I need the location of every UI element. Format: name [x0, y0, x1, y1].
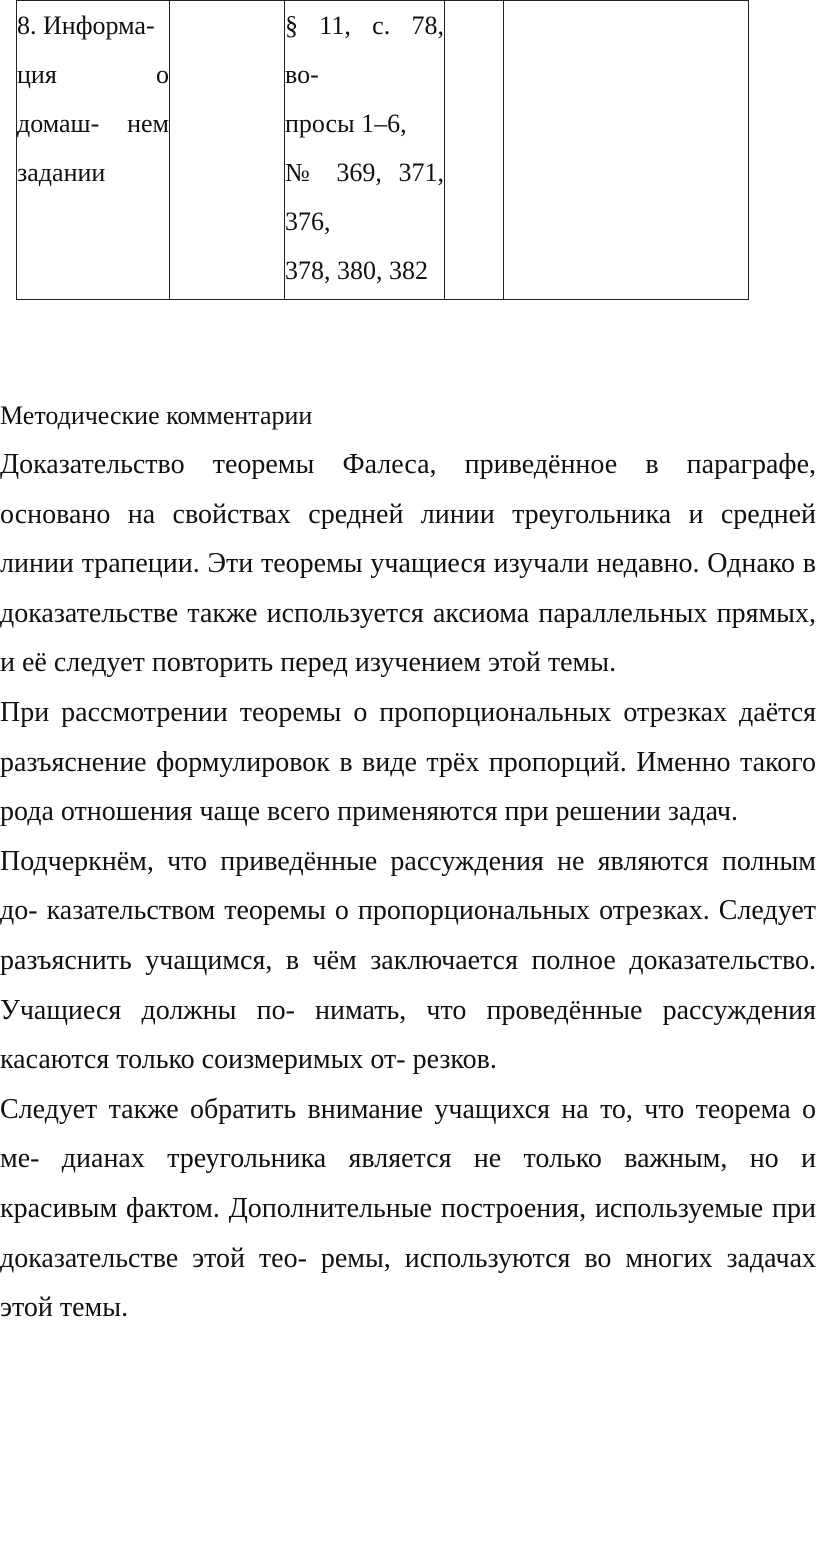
homework-cell [285, 1, 445, 300]
lesson-stage-cell [17, 1, 170, 300]
cell-text-line: домаш- нем [17, 109, 169, 138]
lesson-plan-table [16, 0, 749, 300]
comment-paragraph: Подчеркнём, что приведённые рассуждения не являются полным до- казательством теоремы о пропорциональных отрезках. Следует разъяснить учащимся, в чём заключается полное доказательство. Учащиеся должны по- нимать, что проведённые рассуждения касаются только соизмеримых от- резков. [0, 845, 816, 1076]
cell-text-line: 378, 380, 382 [285, 256, 428, 285]
comments-heading: Методические комментарии [0, 401, 313, 430]
cell-text-line: 8. Информа- [17, 11, 155, 40]
comment-paragraph: Следует также обратить внимание учащихся на то, что теорема о ме- дианах треугольника является не только важным, но и красивым фактом. Дополнительные построения, используемые при доказательстве этой тео- ремы, используются во многих задачах этой темы. [0, 1093, 816, 1324]
empty-cell [504, 1, 749, 300]
empty-cell [445, 1, 504, 300]
cell-text-line: 376, [285, 207, 331, 236]
comment-paragraph: Доказательство теоремы Фалеса, приведённое в параграфе, основано на свойствах средней линии треугольника и средней линии трапеции. Эти теоремы учащиеся изучали недавно. Однако в доказательстве также используется аксиома параллельных прямых, и её следует повторить перед изучением этой темы. [0, 449, 816, 679]
table-row [17, 1, 749, 300]
comments-body [0, 440, 816, 1333]
cell-text-line: № 369, 371, [285, 158, 444, 187]
cell-text-line: во- [285, 60, 319, 89]
comment-paragraph: При рассмотрении теоремы о пропорциональных отрезках даётся разъяснение формулировок в виде трёх пропорций. Именно такого рода отношения чаще всего применяются при решении задач. [0, 696, 816, 828]
cell-text-line: § 11, с. 78, [285, 11, 444, 40]
empty-cell [170, 1, 285, 300]
cell-text-line: ция о [17, 60, 169, 89]
cell-text-line: просы 1–6, [285, 109, 407, 138]
cell-text-line: задании [17, 158, 106, 187]
